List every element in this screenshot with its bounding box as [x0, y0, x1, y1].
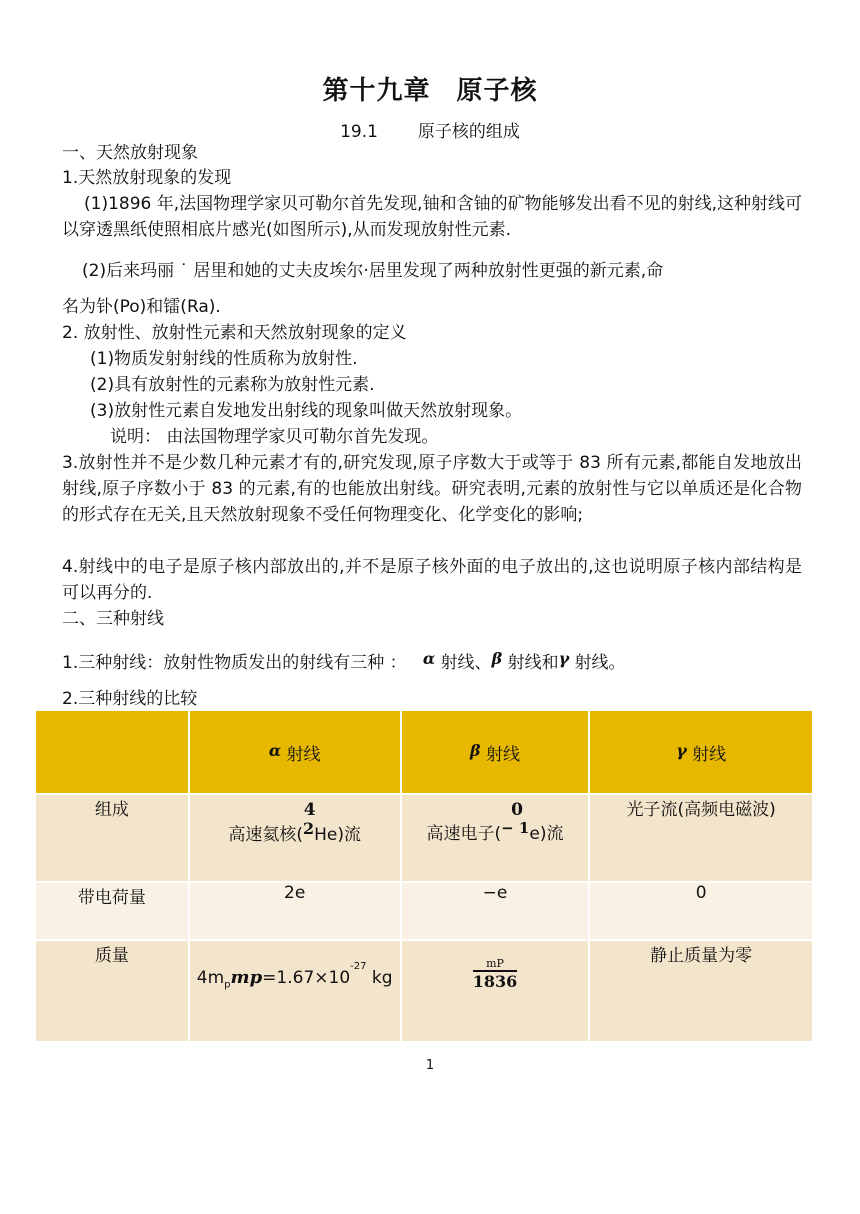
- beta-charge: −e: [401, 882, 590, 940]
- alpha-composition: 4 高速氦核$(_2He)$流: [189, 794, 401, 882]
- label-mass: 质量: [36, 940, 189, 1042]
- gamma-composition: 光子流(高频电磁波): [589, 794, 813, 882]
- alpha-charge: 2e: [189, 882, 401, 940]
- section2-heading: 二、三种射线: [62, 609, 164, 629]
- header-gamma: γ 射线: [589, 711, 813, 794]
- comparison-title: 2.三种射线的比较: [62, 689, 198, 709]
- item4-paragraph: 4.射线中的电子是原子核内部放出的,并不是原子核外面的电子放出的,这也说明原子核内部结构是可以再分的.: [62, 557, 802, 603]
- gamma-symbol: γ: [558, 649, 570, 668]
- alpha-symbol: α: [422, 649, 436, 668]
- page-number: 1: [425, 1058, 435, 1073]
- definition-2: (2)具有放射性的元素称为放射性元素.: [90, 375, 375, 395]
- table-row-composition: [36, 794, 813, 882]
- item3-paragraph: 3.放射性并不是少数几种元素才有的,研究发现,原子序数大于或等于 83 所有元素,都能自发地放出射线,原子序数小于 83 的元素,有的也能放出射线。研究表明,元素的放射性与它以单质还是化合物的形式存在无关,且天然放射现象不受任何物理变化、化学变化的影响;: [62, 453, 802, 525]
- section-title: 19.1 原子核的组成: [340, 122, 520, 142]
- header-empty: [36, 711, 189, 794]
- item2-title: 2. 放射性、放射性元素和天然放射现象的定义: [62, 323, 407, 343]
- table-row-charge: [36, 882, 813, 940]
- item1-paragraph1: (1)1896 年,法国物理学家贝可勒尔首先发现,铀和含铀的矿物能够发出看不见的射线,这种射线可以穿透黑纸使照相底片感光(如图所示),从而发现放射性元素.: [62, 194, 802, 240]
- item1-paragraph2-line2: 名为钋(Po)和镭(Ra).: [62, 297, 221, 317]
- beta-symbol: β: [491, 649, 503, 668]
- table-header-row: [36, 711, 813, 794]
- three-rays-line: 1.三种射线：放射性物质发出的射线有三种 ： α 射线、β 射线和γ 射线。: [62, 649, 626, 673]
- label-charge: 带电荷量: [36, 882, 189, 940]
- header-alpha: α 射线: [189, 711, 401, 794]
- comparison-table: [36, 711, 814, 1043]
- definition-3: (3)放射性元素自发地发出射线的现象叫做天然放射现象。: [90, 401, 523, 421]
- alpha-mass: $4m_pmp=1.67\times 10^{-27}$ kg: [189, 940, 401, 1042]
- beta-composition: 0 高速电子$(_{- 1}e)$流: [401, 794, 590, 882]
- gamma-mass: 静止质量为零: [589, 940, 813, 1042]
- section1-heading: 一、天然放射现象: [62, 143, 198, 163]
- note: 说明： 由法国物理学家贝可勒尔首先发现。: [110, 427, 439, 447]
- item1-title: 1.天然放射现象的发现: [62, 168, 232, 188]
- definition-1: (1)物质发射射线的性质称为放射性.: [90, 349, 358, 369]
- table-row-mass: [36, 940, 813, 1042]
- item1-paragraph2-line1: (2)后来玛丽 ˙ 居里和她的丈夫皮埃尔·居里发现了两种放射性更强的新元素,命: [82, 261, 664, 281]
- chapter-title: 第十九章 原子核: [322, 76, 538, 106]
- beta-mass: mP 1836: [401, 940, 590, 1042]
- header-beta: β 射线: [401, 711, 590, 794]
- gamma-charge: 0: [589, 882, 813, 940]
- label-composition: 组成: [36, 794, 189, 882]
